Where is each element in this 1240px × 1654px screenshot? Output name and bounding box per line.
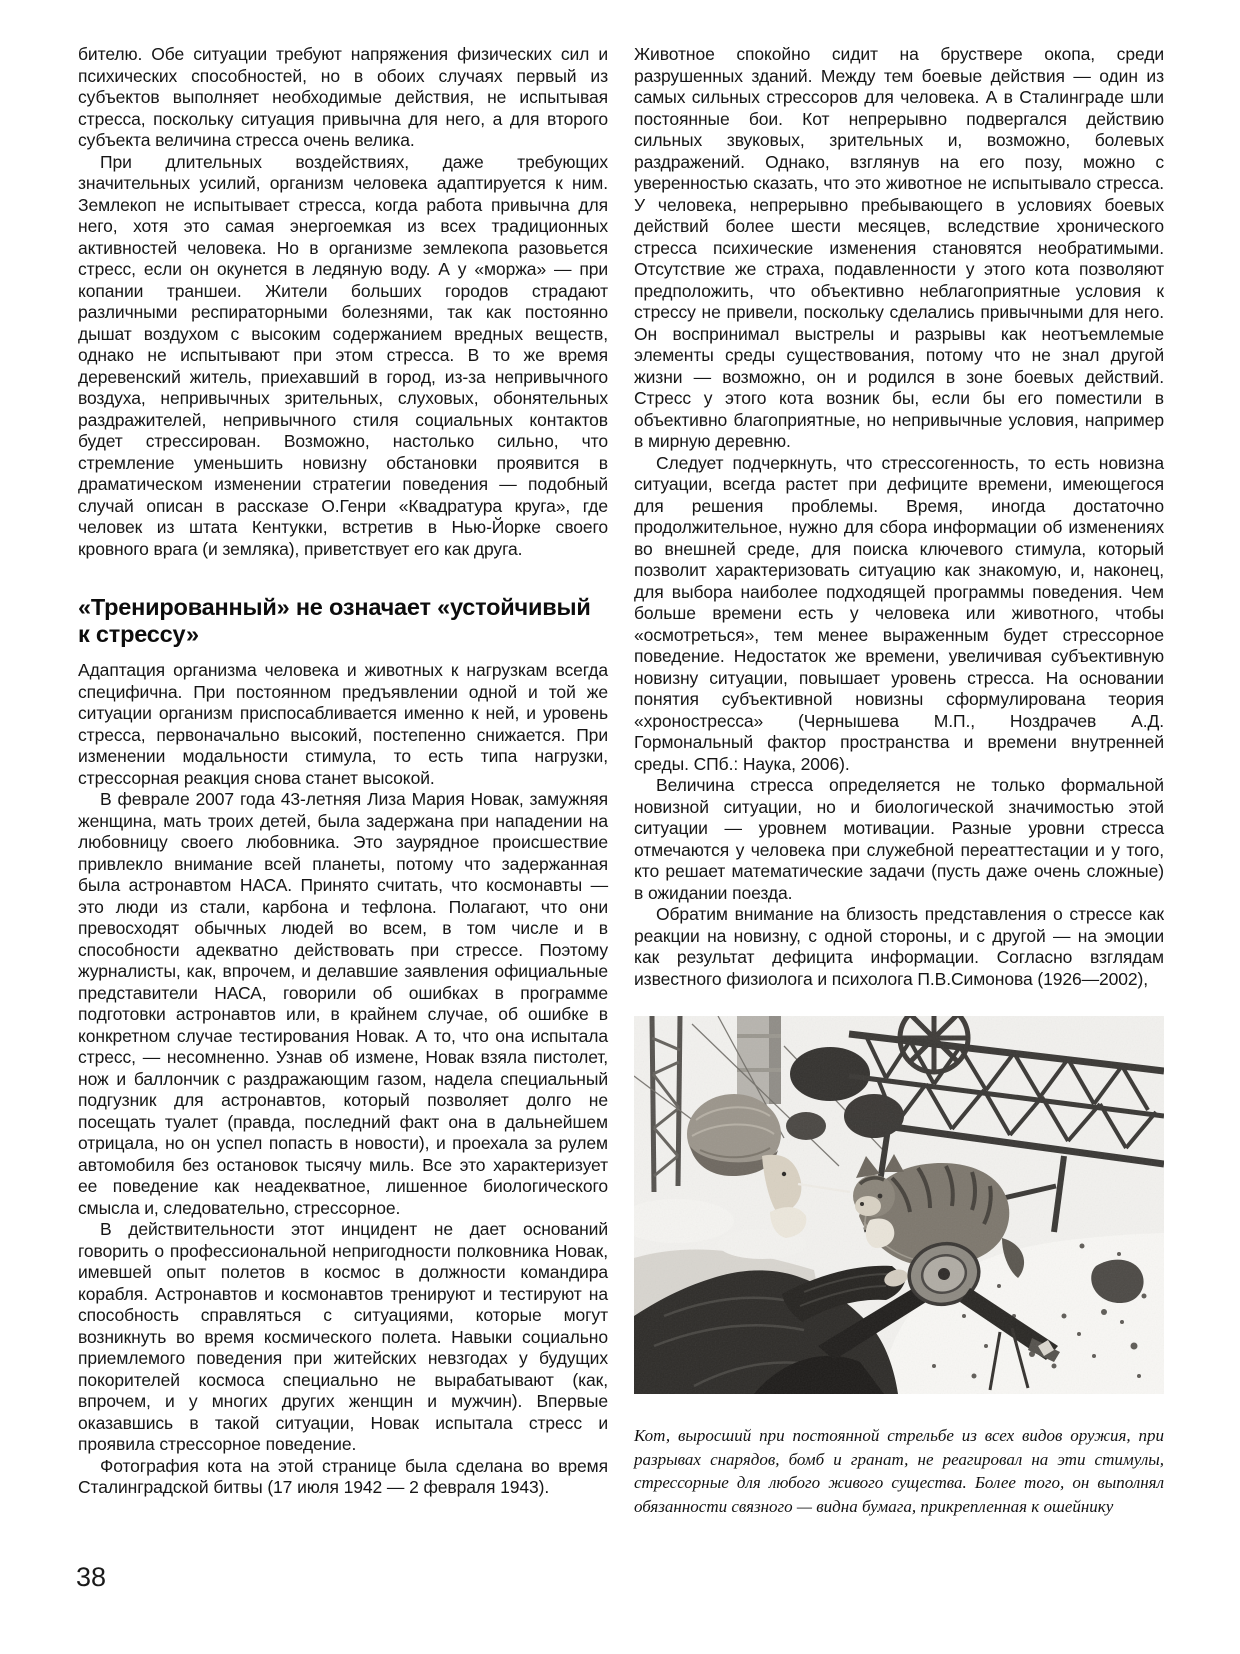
text-columns	[78, 44, 1164, 1518]
paragraph: Величина стресса определяется не только формальной новизной ситуации, но и биологической значимостью этой ситуации — уровнем мотивации. Разные уровни стресса отмечаются у человека при служебной переаттестации и у того, кто решает математические задачи (пусть даже очень сложные) в ожидании поезда.	[634, 775, 1164, 903]
paragraph: В феврале 2007 года 43-летняя Лиза Мария Новак, замужняя женщина, мать троих детей, была задержана при нападении на любовницу своего любовника. Это заурядное происшествие привлекло внимание всей планеты, потому что задержанная была астронавтом НАСА. Принято считать, что космонавты — это люди из стали, карбона и тефлона. Полагают, что они превосходят обычных людей во всем, в том числе и в способности адекватно действовать при стрессе. Поэтому журналисты, как, впрочем, и делавшие заявления официальные представители НАСА, говорили об ошибках в программе подготовки астронавтов или, в крайнем случае, об ошибке в конкретном случае тестирования Новак. А то, что она испытала стресс, — несомненно. Узнав об измене, Новак взяла пистолет, нож и баллончик с раздражающим газом, надела специальный подгузник для астронавтов, который позволяет долго не посещать туалет (правда, последний факт она в дальнейшем отрицала, но он успел попасть в новости), и проехала за рулем автомобиля без остановок тысячу миль. Все это характеризует ее поведение как неадекватное, лишенное биологического смысла и, следовательно, стрессорное.	[78, 789, 608, 1218]
section-heading: «Тренированный» не означает «устойчивый к стрессу»	[78, 594, 591, 647]
right-column	[634, 44, 1164, 1518]
paragraph: бителю. Обе ситуации требуют напряжения физических сил и психических способностей, но в обоих случаях первый из субъектов выполняет необходимые действия, не испытывая стресса, поскольку ситуация привычна для него, а для второго субъекта величина стресса очень велика.	[78, 44, 608, 150]
paragraph: В действительности этот инцидент не дает оснований говорить о профессиональной непригодности полковника Новак, имевшей опыт полетов в космос в должности командира корабля. Астронавтов и космонавтов тренируют и тестируют на способность справляться с ситуациями, которые могут возникнуть во время космического полета. Навыки социально приемлемого поведения при житейских невзгодах у будущих покорителей космоса специально не вырабатывают (как, впрочем, и у многих других женщин и мужчин). Впервые оказавшись в такой ситуации, Новак испытала стресс и проявила стрессорное поведение.	[78, 1219, 608, 1454]
paragraph: Обратим внимание на близость представления о стрессе как реакции на новизну, с одной стороны, и с другой — на эмоции как результат дефицита информации. Согласно взглядам известного физиолога и психолога П.В.Симонова (1926—2002),	[634, 904, 1164, 989]
photo-illustration	[634, 1016, 1164, 1394]
paragraph: Адаптация организма человека и животных к нагрузкам всегда специфична. При постоянном предъявлении одной и той же ситуации организм приспосабливается именно к ней, и уровень стресса, первоначально высокий, постепенно снижается. При изменении модальности стимула, то есть типа нагрузки, стрессорная реакция снова станет высокой.	[78, 660, 608, 788]
left-column	[78, 44, 608, 1518]
paragraph: Животное спокойно сидит на бруствере окопа, среди разрушенных зданий. Между тем боевые действия — один из самых сильных стрессоров для человека. А в Сталинграде шли постоянные бои. Кот непрерывно подвергался действию сильных звуковых, зрительных и, возможно, болевых раздражений. Однако, взглянув на его позу, можно с уверенностью сказать, что это животное не испытывало стресса. У человека, непрерывно пребывающего в условиях боевых действий более шести месяцев, вследствие хронического стресса психические изменения становятся необратимыми. Отсутствие же страха, подавленности у этого кота позволяют предположить, что объективно неблагоприятные условия к стрессу не привели, поскольку сделались привычными для него. Он воспринимал выстрелы и разрывы как неотъемлемые элементы среды существования, потому что не знал другой жизни — возможно, он и родился в зоне боевых действий. Стресс у этого кота возник бы, если бы его поместили в объективно благоприятные, но непривычные условия, например в мирную деревню.	[634, 44, 1164, 451]
paragraph: Фотография кота на этой странице была сделана во время Сталинградской битвы (17 июля 1942 — 2 февраля 1943).	[78, 1455, 608, 1497]
page-number: 38	[76, 1562, 107, 1592]
paragraph: При длительных воздействиях, даже требующих значительных усилий, организм человека адаптируется к ним. Землекоп не испытывает стресса, когда работа привычна для него, хотя это самая энергоемкая из всех традиционных активностей человека. Но в организме землекопа разовьется стресс, если он окунется в ледяную воду. А у «моржа» — при копании траншеи. Жители больших городов страдают различными респираторными болезнями, так как постоянно дышат воздухом с высоким содержанием вредных веществ, однако не испытывают при этом стресса. В то же время деревенский житель, приехавший в город, из-за непривычного воздуха, непривычных зрительных, слуховых, обонятельных раздражителей, непривычного стиля социальных контактов будет стрессирован. Возможно, настолько сильно, что стремление уменьшить новизну обстановки проявится в драматическом изменении стратегии поведения — подобный случай описан в рассказе О.Генри «Квадратура круга», где человек из штата Кентукки, встретив в Нью-Йорке своего кровного врага (и земляка), приветствует его как друга.	[78, 151, 608, 559]
stalingrad-soldier-with-cat-photo	[634, 1016, 1164, 1394]
photo-caption: Кот, выросший при постоянной стрельбе из всех видов оружия, при разрывах снарядов, бомб и гранат, не реагировал на эти стимулы, стрессорные для любого живого существа. Более того, он выполнял обязанности связного — видна бумага, прикрепленная к ошейнику	[634, 1426, 1164, 1516]
paragraph: Следует подчеркнуть, что стрессогенность, то есть новизна ситуации, всегда растет при дефиците времени, имеющегося для решения проблемы. Время, иногда достаточно продолжительное, нужно для сбора информации об изменениях во внешней среде, для поиска ключевого стимула, который позволит характеризовать ситуацию как знакомую, и, наконец, для выбора наиболее подходящей программы поведения. Чем больше времени есть у человека или животного, чтобы «осмотреться», тем менее выраженным будет стрессорное поведение. Недостаток же времени, увеличивая субъективную новизну ситуации, повышает уровень стресса. На основании понятия субъективной новизны сформулирована теория «хроностресса» (Чернышева М.П., Ноздрачев А.Д. Гормональный фактор пространства и времени внутренней среды. СПб.: Наука, 2006).	[634, 452, 1164, 774]
